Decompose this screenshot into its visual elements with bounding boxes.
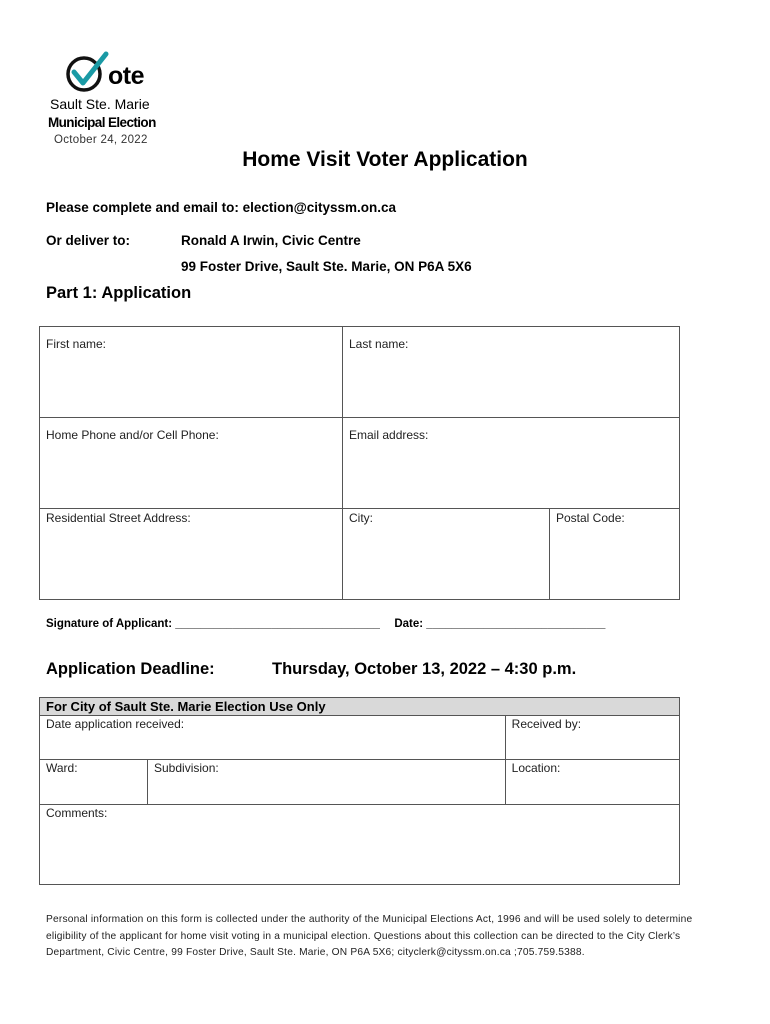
received-by-label: Received by: (511, 717, 582, 731)
date-label[interactable]: Date: ____________________________ (394, 618, 606, 630)
part1-heading: Part 1: Application (46, 284, 192, 302)
date-received-label: Date application received: (46, 717, 185, 731)
privacy-notice: Personal information on this form is collected under the authority of the Municipal Elections Act, 1996 and will be used solely to determine eligibility of the applicant for home visit voting in a municipal election. Questions about this collection can be directed to the City Clerk’s Department, Civic Centre, 99 Foster Drive, Sault Ste. Marie, ON P6A 5X6; cityclerk@cityssm.on.ca ;705.759.5388. (46, 914, 693, 958)
postal-code-field[interactable] (550, 509, 680, 600)
location-label: Location: (511, 761, 561, 775)
last-name-label: Last name: (349, 337, 409, 351)
deliver-address-line2: 99 Foster Drive, Sault Ste. Marie, ON P6A 5X6 (181, 259, 472, 274)
check-circle-icon (62, 50, 112, 96)
deadline-value: Thursday, October 13, 2022 – 4:30 p.m. (272, 660, 577, 678)
deadline-label: Application Deadline: (46, 660, 215, 678)
vote-logo (48, 50, 178, 150)
comments-field[interactable] (40, 805, 680, 885)
date-received-field[interactable] (40, 716, 506, 760)
signature-label[interactable]: Signature of Applicant: ________________________________ (46, 618, 380, 630)
first-name-field[interactable] (40, 327, 343, 418)
logo-election: Municipal Election (48, 115, 156, 130)
email-label: Email address: (349, 428, 429, 442)
logo-city: Sault Ste. Marie (50, 96, 150, 112)
signature-line (46, 618, 605, 630)
location-field[interactable] (505, 760, 679, 805)
email-field[interactable] (343, 418, 680, 509)
office-use-table (39, 697, 680, 885)
postal-code-label: Postal Code: (556, 511, 625, 525)
city-field[interactable] (343, 509, 550, 600)
first-name-label: First name: (46, 337, 107, 351)
application-form (39, 326, 680, 600)
office-use-header: For City of Sault Ste. Marie Election Use Only (40, 698, 680, 716)
subdivision-field[interactable] (148, 760, 506, 805)
ward-field[interactable] (40, 760, 148, 805)
city-label: City: (349, 511, 373, 525)
ward-label: Ward: (46, 761, 78, 775)
subdivision-label: Subdivision: (154, 761, 219, 775)
deliver-label: Or deliver to: (46, 233, 131, 248)
phone-field[interactable] (40, 418, 343, 509)
street-address-field[interactable] (40, 509, 343, 600)
logo-word: ote (108, 62, 144, 90)
email-instruction: Please complete and email to: election@cityssm.on.ca (46, 200, 397, 215)
comments-label: Comments: (46, 806, 108, 820)
deliver-address-line1: Ronald A Irwin, Civic Centre (181, 233, 361, 248)
street-address-label: Residential Street Address: (46, 511, 191, 525)
logo-date: October 24, 2022 (54, 134, 148, 146)
page-title: Home Visit Voter Application (242, 148, 528, 171)
last-name-field[interactable] (343, 327, 680, 418)
received-by-field[interactable] (505, 716, 679, 760)
phone-label: Home Phone and/or Cell Phone: (46, 428, 219, 442)
